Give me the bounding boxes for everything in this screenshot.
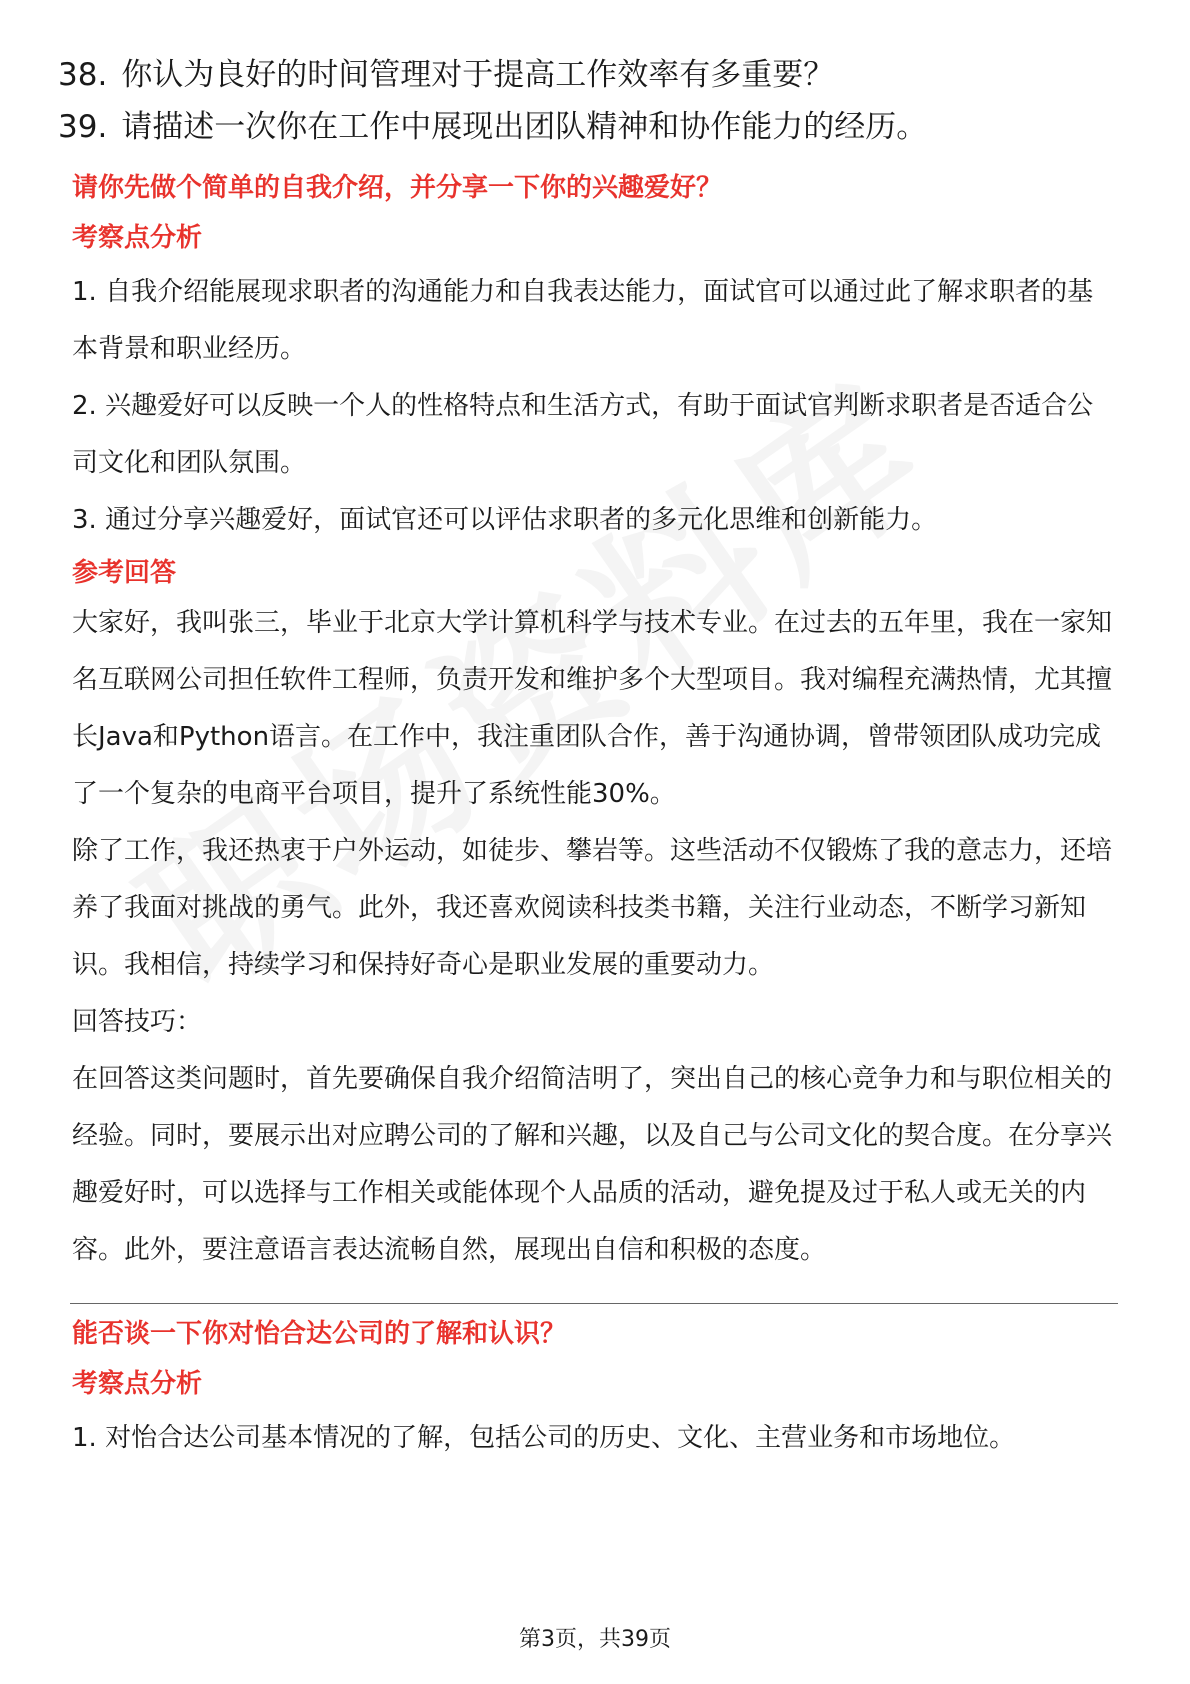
answer-paragraph: 在回答这类问题时，首先要确保自我介绍简洁明了，突出自己的核心竞争力和与职位相关的经验。同时，要展示出对应聘公司的了解和兴趣，以及自己与公司文化的契合度。在分享兴趣爱好时，可以选择与工作相关或能体现个人品质的活动，避免提及过于私人或无关的内容。此外，要注意语言表达流畅自然，展现出自信和积极的态度。 [72, 1064, 1113, 1265]
document-page [58, 52, 1122, 1467]
question-number: 38. [58, 57, 108, 93]
analysis-point: 1. 对怡合达公司基本情况的了解，包括公司的历史、文化、主营业务和市场地位。 [72, 1423, 1016, 1453]
section2-analysis-heading: 考察点分析 [72, 1369, 203, 1399]
section1-question-title: 请你先做个简单的自我介绍，并分享一下你的兴趣爱好？ [72, 173, 723, 203]
section1-answer-heading: 参考回答 [72, 558, 177, 588]
analysis-point: 2. 兴趣爱好可以反映一个人的性格特点和生活方式，有助于面试官判断求职者是否适合公司文化和团队氛围。 [72, 391, 1094, 478]
answer-paragraph: 除了工作，我还热衷于户外运动，如徒步、攀岩等。这些活动不仅锻炼了我的意志力，还培养了我面对挑战的勇气。此外，我还喜欢阅读科技类书籍，关注行业动态，不断学习新知识。我相信，持续学习和保持好奇心是职业发展的重要动力。 [72, 836, 1113, 980]
analysis-point: 1. 自我介绍能展现求职者的沟通能力和自我表达能力，面试官可以通过此了解求职者的基本背景和职业经历。 [72, 277, 1094, 364]
answer-tips-label: 回答技巧： [72, 1007, 203, 1037]
question-text: 请描述一次你在工作中展现出团队精神和协作能力的经历。 [121, 109, 928, 145]
question-text: 你认为良好的时间管理对于提高工作效率有多重要？ [121, 57, 835, 93]
question-list-item [58, 52, 1122, 98]
question-number: 39. [58, 109, 108, 145]
section2-question-title: 能否谈一下你对怡合达公司的了解和认识？ [72, 1319, 567, 1349]
analysis-point: 3. 通过分享兴趣爱好，面试官还可以评估求职者的多元化思维和创新能力。 [72, 505, 938, 535]
question-list-item [58, 104, 1122, 150]
section-divider [70, 1303, 1118, 1304]
section1-analysis-heading: 考察点分析 [72, 223, 203, 253]
answer-paragraph: 大家好，我叫张三，毕业于北京大学计算机科学与技术专业。在过去的五年里，我在一家知名互联网公司担任软件工程师，负责开发和维护多个大型项目。我对编程充满热情，尤其擅长Java和Python语言。在工作中，我注重团队合作，善于沟通协调，曾带领团队成功完成了一个复杂的电商平台项目，提升了系统性能30%。 [72, 608, 1113, 809]
page-number-footer: 第3页，共39页 [519, 1627, 671, 1652]
